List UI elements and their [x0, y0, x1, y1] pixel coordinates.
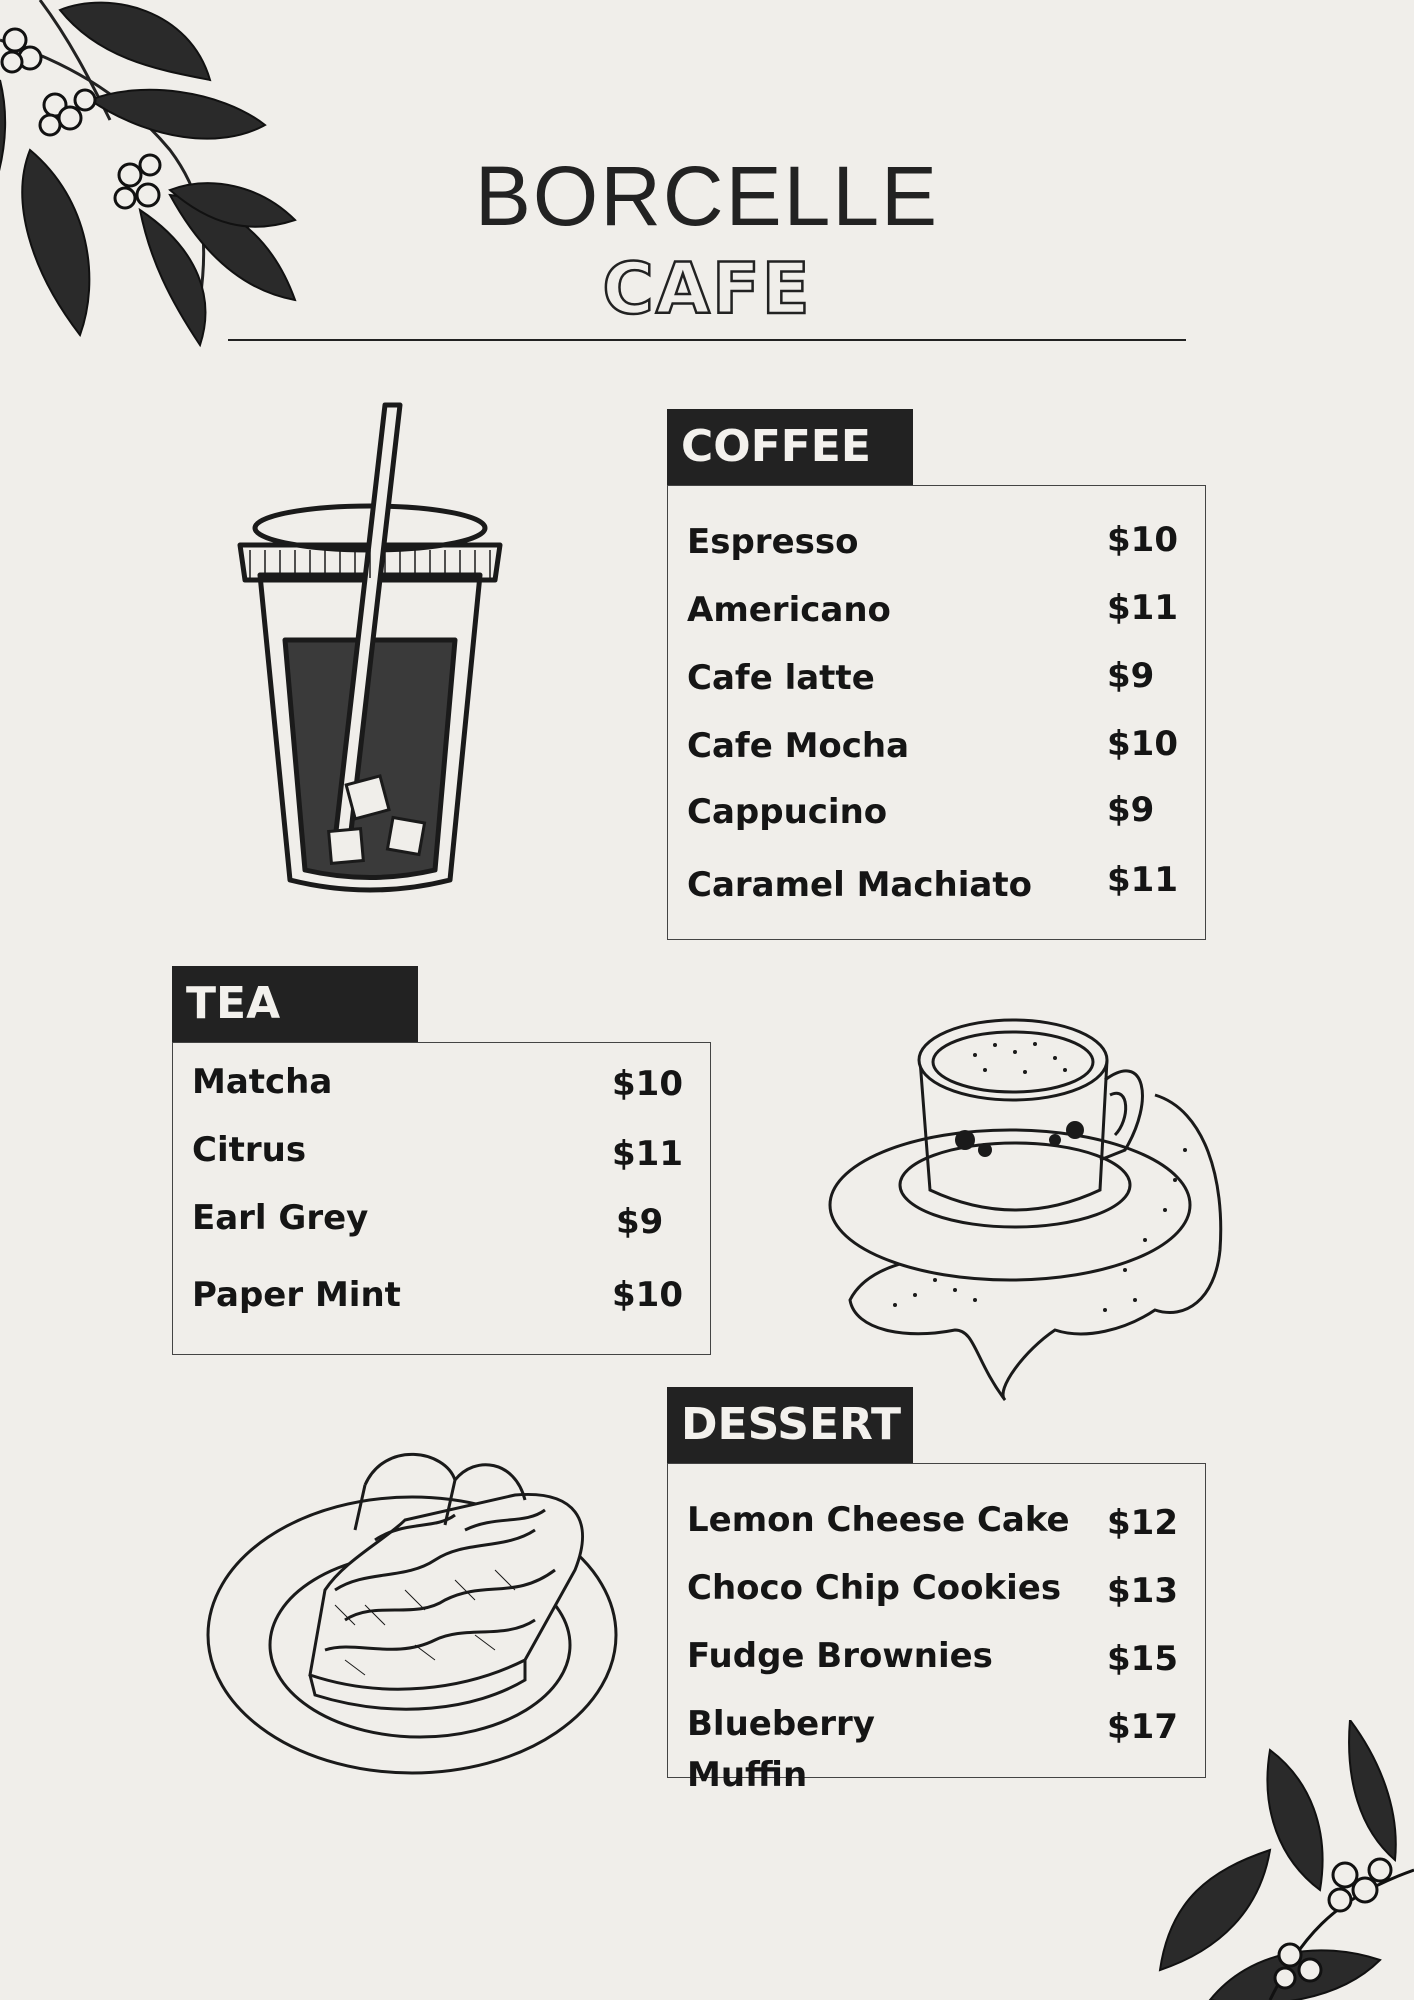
item-price: $11 — [612, 1134, 683, 1174]
pie-slice-plate-icon — [205, 1430, 620, 1780]
item-price: $11 — [1107, 588, 1178, 628]
list-item: Espresso — [687, 522, 859, 562]
list-item: Citrus — [192, 1130, 307, 1170]
item-price: $13 — [1107, 1571, 1178, 1611]
item-price: $9 — [1107, 790, 1155, 830]
list-item: Blueberry — [687, 1704, 875, 1744]
list-item: Earl Grey — [192, 1198, 369, 1238]
tea-heading: TEA — [172, 966, 418, 1042]
item-price: $12 — [1107, 1503, 1178, 1543]
coffee-heading: COFFEE — [667, 409, 913, 485]
item-price: $10 — [1107, 520, 1178, 560]
iced-coffee-cup-icon — [230, 400, 510, 900]
header-divider — [228, 339, 1186, 341]
list-item: Fudge Brownies — [687, 1636, 993, 1676]
item-price: $17 — [1107, 1707, 1178, 1747]
item-price: $15 — [1107, 1639, 1178, 1679]
list-item: Americano — [687, 590, 891, 630]
list-item: Cafe Mocha — [687, 726, 910, 766]
item-price: $10 — [1107, 724, 1178, 764]
item-price: $10 — [612, 1064, 683, 1104]
item-price: $9 — [616, 1202, 664, 1242]
teacup-saucer-icon — [825, 1000, 1230, 1405]
list-item: Matcha — [192, 1062, 333, 1102]
item-price: $11 — [1107, 860, 1178, 900]
dessert-heading: DESSERT — [667, 1387, 913, 1463]
item-price: $10 — [612, 1275, 683, 1315]
list-item: Lemon Cheese Cake — [687, 1500, 1070, 1540]
list-item: Paper Mint — [192, 1275, 401, 1315]
list-item: Cappucino — [687, 792, 888, 832]
list-item-continuation: Muffin — [687, 1755, 808, 1795]
item-price: $9 — [1107, 656, 1155, 696]
list-item: Cafe latte — [687, 658, 875, 698]
page-subtitle: CAFE — [602, 248, 812, 330]
list-item: Choco Chip Cookies — [687, 1568, 1062, 1608]
list-item: Caramel Machiato — [687, 865, 1032, 905]
page-title: BORCELLE — [474, 149, 940, 243]
